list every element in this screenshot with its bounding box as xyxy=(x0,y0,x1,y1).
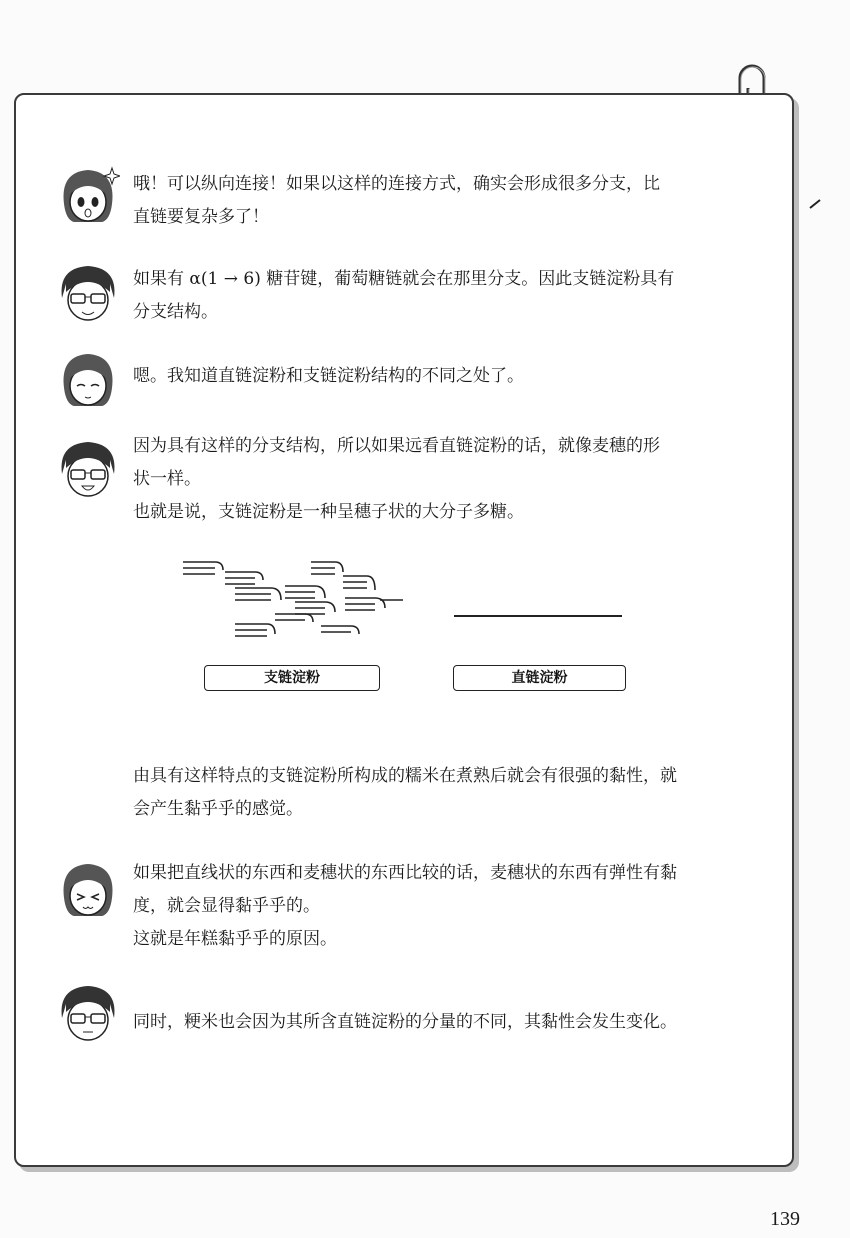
narration-text: 由具有这样特点的支链淀粉所构成的糯米在煮熟后就会有很强的黏性，就 会产生黏乎乎的感觉。 xyxy=(133,766,677,819)
girl-avatar-icon xyxy=(56,858,120,922)
dialogue-text: 如果把直线状的东西和麦穗状的东西比较的话，麦穗状的东西有弹性有黏 度，就会显得黏乎乎的。 这就是年糕黏乎乎的原因。 xyxy=(133,863,677,949)
girl-avatar-icon xyxy=(56,164,120,228)
tick-mark xyxy=(808,198,822,210)
dialogue-text: 如果有 α(1 → 6) 糖苷键，葡萄糖链就会在那里分支。因此支链淀粉具有 分支结构。 xyxy=(133,269,675,322)
page-number: 139 xyxy=(770,1208,800,1230)
dialogue-text: 因为具有这样的分支结构，所以如果远看直链淀粉的话，就像麦穗的形 状一样。 也就是说，支链淀粉是一种呈穗子状的大分子多糖。 xyxy=(133,436,660,522)
boy-avatar-icon xyxy=(56,438,120,502)
amylose-label: 直链淀粉 xyxy=(453,665,626,691)
dialogue-text: 嗯。我知道直链淀粉和支链淀粉结构的不同之处了。 xyxy=(133,366,524,386)
amylose-diagram xyxy=(452,610,627,620)
dialogue-text: 哦！可以纵向连接！如果以这样的连接方式，确实会形成很多分支，比 直链要复杂多了！ xyxy=(133,174,660,227)
dialogue-text: 同时，粳米也会因为其所含直链淀粉的分量的不同，其黏性会发生变化。 xyxy=(133,1012,677,1032)
boy-avatar-icon xyxy=(56,262,120,326)
boy-avatar-icon xyxy=(56,982,120,1046)
amylopectin-diagram xyxy=(175,550,435,650)
girl-avatar-icon xyxy=(56,348,120,412)
amylopectin-label: 支链淀粉 xyxy=(204,665,380,691)
